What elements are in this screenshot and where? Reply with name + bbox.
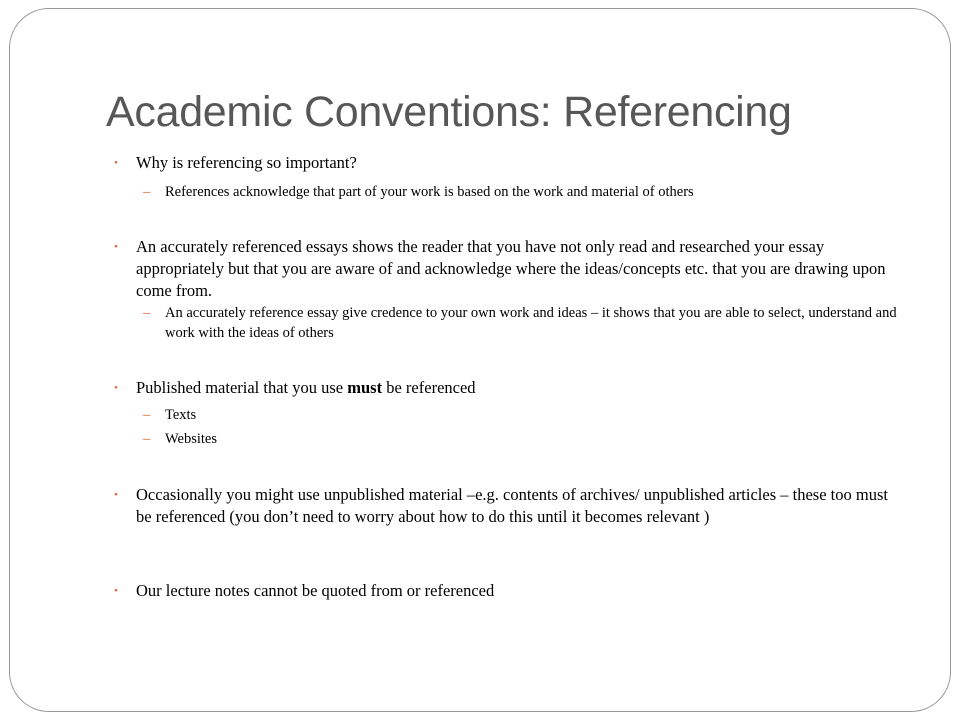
published-text-bold: must [347, 378, 383, 397]
sub-bullet-texts: – Texts [165, 405, 910, 425]
bullet-published-material [136, 377, 916, 399]
published-text-after: be referenced [382, 378, 476, 397]
published-text-before: Published material that you use [136, 378, 348, 397]
bullet-why-referencing: • Why is referencing so important? [136, 152, 916, 174]
bullet-unpublished-material: • Occasionally you might use unpublished material –e.g. contents of archives/ unpublished articles – these too must be referenced (you don’t need to worry about how to do this until it becomes relevant ) [136, 484, 901, 528]
bullet-accurately-referenced: • An accurately referenced essays shows the reader that you have not only read and researched your essay appropriately but that you are aware of and acknowledge where the ideas/concepts etc. that you are drawing upon come from. [136, 236, 901, 302]
slide-title: Academic Conventions: Referencing [106, 88, 792, 136]
bullet-lecture-notes: • Our lecture notes cannot be quoted from or referenced [136, 580, 916, 602]
sub-bullet-acknowledge: – References acknowledge that part of your work is based on the work and material of others [165, 182, 910, 202]
sub-bullet-websites: – Websites [165, 429, 910, 449]
sub-bullet-credence: – An accurately reference essay give credence to your own work and ideas – it shows that you are able to select, understand and work with the ideas of others [165, 303, 910, 343]
